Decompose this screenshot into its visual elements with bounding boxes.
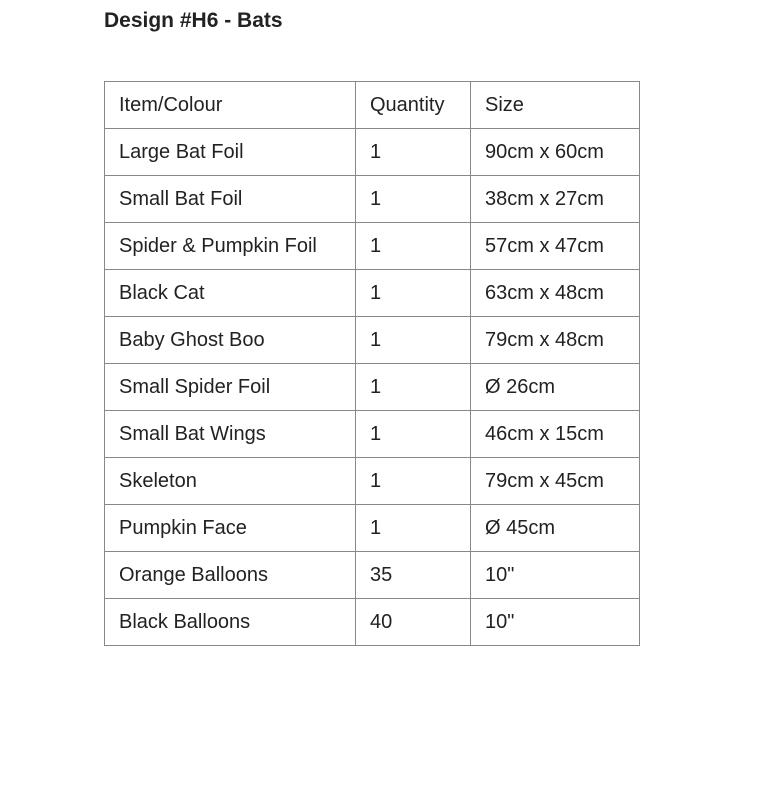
item-cell: Pumpkin Face (105, 505, 356, 552)
item-cell: Small Bat Foil (105, 176, 356, 223)
item-cell: Small Bat Wings (105, 411, 356, 458)
quantity-cell: 40 (356, 599, 471, 646)
size-cell: 38cm x 27cm (471, 176, 640, 223)
table-row (105, 223, 640, 270)
column-header-size: Size (471, 82, 640, 129)
table-row (105, 552, 640, 599)
item-cell: Baby Ghost Boo (105, 317, 356, 364)
quantity-cell: 1 (356, 270, 471, 317)
table-row (105, 458, 640, 505)
quantity-cell: 1 (356, 129, 471, 176)
table-row (105, 270, 640, 317)
item-cell: Large Bat Foil (105, 129, 356, 176)
size-cell: 46cm x 15cm (471, 411, 640, 458)
size-cell: Ø 26cm (471, 364, 640, 411)
items-table (104, 81, 640, 646)
quantity-cell: 1 (356, 458, 471, 505)
quantity-cell: 1 (356, 317, 471, 364)
size-cell: 63cm x 48cm (471, 270, 640, 317)
table-row (105, 364, 640, 411)
table-row (105, 176, 640, 223)
table-row (105, 599, 640, 646)
item-cell: Black Balloons (105, 599, 356, 646)
size-cell: 90cm x 60cm (471, 129, 640, 176)
item-cell: Spider & Pumpkin Foil (105, 223, 356, 270)
page-title: Design #H6 - Bats (104, 9, 283, 32)
column-header-quantity: Quantity (356, 82, 471, 129)
column-header-item-colour: Item/Colour (105, 82, 356, 129)
size-cell: 10" (471, 599, 640, 646)
table-row (105, 317, 640, 364)
size-cell: Ø 45cm (471, 505, 640, 552)
quantity-cell: 1 (356, 364, 471, 411)
quantity-cell: 1 (356, 223, 471, 270)
table-row (105, 129, 640, 176)
quantity-cell: 35 (356, 552, 471, 599)
item-cell: Orange Balloons (105, 552, 356, 599)
item-cell: Black Cat (105, 270, 356, 317)
item-cell: Skeleton (105, 458, 356, 505)
size-cell: 79cm x 48cm (471, 317, 640, 364)
table-header-row (105, 82, 640, 129)
quantity-cell: 1 (356, 505, 471, 552)
size-cell: 57cm x 47cm (471, 223, 640, 270)
quantity-cell: 1 (356, 176, 471, 223)
size-cell: 79cm x 45cm (471, 458, 640, 505)
item-cell: Small Spider Foil (105, 364, 356, 411)
table-row (105, 505, 640, 552)
table-row (105, 411, 640, 458)
quantity-cell: 1 (356, 411, 471, 458)
size-cell: 10" (471, 552, 640, 599)
